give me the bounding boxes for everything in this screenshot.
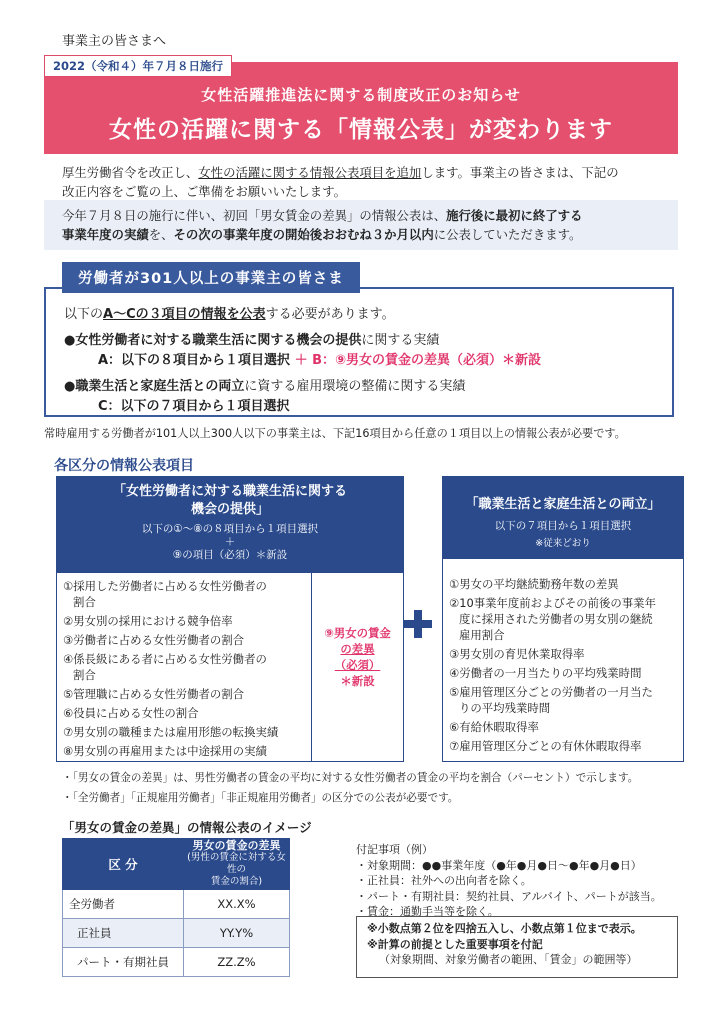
plus-icon <box>404 610 432 638</box>
list-item: ③労働者に占める女性労働者の割合 <box>63 633 245 647</box>
table-row: パート・有期社員 ZZ.Z% <box>63 948 290 977</box>
right-category-box <box>442 476 684 762</box>
section-tab: 労働者が301人以上の事業主の皆さま <box>62 262 360 293</box>
table-header-category: 区 分 <box>63 839 184 890</box>
left-category-header: 「女性労働者に対する職業生活に関する 機会の提供」 以下の①～⑧の８項目から１項目選択 ＋ ⑨の項目（必須）＊新設 <box>57 477 403 573</box>
list-item: ②男女別の採用における競争倍率 <box>63 614 233 628</box>
note-wage-gap: ・「男女の賃金の差異」は、男性労働者の賃金の平均に対する女性労働者の賃金の平均を割合（パーセント）で示します。 <box>62 772 639 784</box>
right-category-header: 「職業生活と家庭生活との両立」 以下の７項目から１項目選択 ※従来どおり <box>443 477 683 559</box>
notice-box: 今年７月８日の施行に伴い、初回「男女賃金の差異」の情報公表は、施行後に最初に終了する 事業年度の実績を、その次の事業年度の開始後おおむね３か月以内に公表していただきます。 <box>44 200 678 250</box>
section-301-box <box>44 287 674 417</box>
list-item: 割合 <box>73 668 96 682</box>
table-row: 正社員 YY.Y% <box>63 919 290 948</box>
list-item: ⑦男女別の職種または雇用形態の転換実績 <box>63 725 279 739</box>
list-item: ④係長級にある者に占める女性労働者の <box>63 652 267 666</box>
list-item: ④労働者の一月当たりの平均残業時間 <box>449 666 642 680</box>
list-item: ⑦雇用管理区分ごとの有休休暇取得率 <box>449 739 642 753</box>
intro-paragraph: 厚生労働省令を改正し、女性の活躍に関する情報公表項目を追加します。事業主の皆さまは、下記の 改正内容をご覧の上、ご準備をお願いいたします。 <box>62 165 619 199</box>
list-item: ⑧男女別の再雇用または中途採用の実績 <box>63 744 267 758</box>
list-item: 度に採用された労働者の男女別の継続 <box>459 612 653 626</box>
emphasis-box: ※小数点第２位を四捨五入し、小数点第１位まで表示。 ※計算の前提とした重要事項を付記 （対象期間、対象労働者の範囲、「賃金」の範囲等） <box>356 916 678 978</box>
list-item: ③男女別の育児休業取得率 <box>449 647 585 661</box>
note-101-300: 常時雇用する労働者が101人以上300人以下の事業主は、下記16項目から任意の１項目以上の情報公表が必要です。 <box>44 427 626 440</box>
list-item: ①採用した労働者に占める女性労働者の <box>63 579 267 593</box>
list-item: ⑤管理職に占める女性労働者の割合 <box>63 687 245 701</box>
bullet-balance: ●職業生活と家庭生活との両立に資する雇用環境の整備に関する実績 <box>64 379 466 394</box>
note-categories: ・「全労働者」「正規雇用労働者」「非正規雇用労働者」の区分での公表が必要です。 <box>62 792 459 804</box>
category-heading: 各区分の情報公表項目 <box>54 458 194 474</box>
footnotes: 付記事項（例） ・対象期間：●●事業年度（●年●月●日～●年●月●日） ・正社員：社外への出向者を除く。 ・パート・有期社員：契約社員、アルバイト、パートが該当。 ・賃金：通勤手当等を除く。 <box>356 843 662 918</box>
section-lead: 以下のA～Cの３項目の情報を公表する必要があります。 <box>64 307 395 322</box>
list-item: ②10事業年度前およびその前後の事業年 <box>449 596 656 610</box>
list-item: ⑥役員に占める女性の割合 <box>63 706 199 720</box>
list-item: 割合 <box>73 595 96 609</box>
list-item: りの平均残業時間 <box>459 701 551 715</box>
wage-gap-table <box>62 838 290 977</box>
bullet-opportunity: ●女性労働者に対する職業生活に関する機会の提供に関する実績 <box>64 333 440 348</box>
left-category-box <box>56 476 404 762</box>
list-item: ⑥有給休暇取得率 <box>449 720 539 734</box>
date-badge: 2022（令和４）年７月８日施行 <box>44 55 232 77</box>
list-item: ①男女の平均継続勤務年数の差異 <box>449 577 619 591</box>
banner-title: 女性の活躍に関する「情報公表」が変わります <box>109 117 613 143</box>
table-row: 全労働者 XX.X% <box>63 890 290 919</box>
left-item-list <box>57 573 312 761</box>
banner-subtitle: 女性活躍推進法に関する制度改正のお知らせ <box>201 86 521 104</box>
item-c: C：以下の７項目から１項目選択 <box>98 399 290 414</box>
item-a-b: A：以下の８項目から１項目選択 ＋ B：⑨男女の賃金の差異（必須）＊新設 <box>98 353 542 368</box>
list-item: ⑤雇用管理区分ごとの労働者の一月当た <box>449 685 653 699</box>
table-title: 「男女の賃金の差異」の情報公表のイメージ <box>62 820 312 835</box>
table-header-gap: 男女の賃金の差異 (男性の賃金に対する女性の 賃金の割合) <box>184 839 290 890</box>
mandatory-item: ⑨男女の賃金 の差異 （必須） ＊新設 <box>324 626 391 688</box>
addressee: 事業主の皆さまへ <box>62 34 167 49</box>
list-item: 雇用割合 <box>459 628 505 642</box>
